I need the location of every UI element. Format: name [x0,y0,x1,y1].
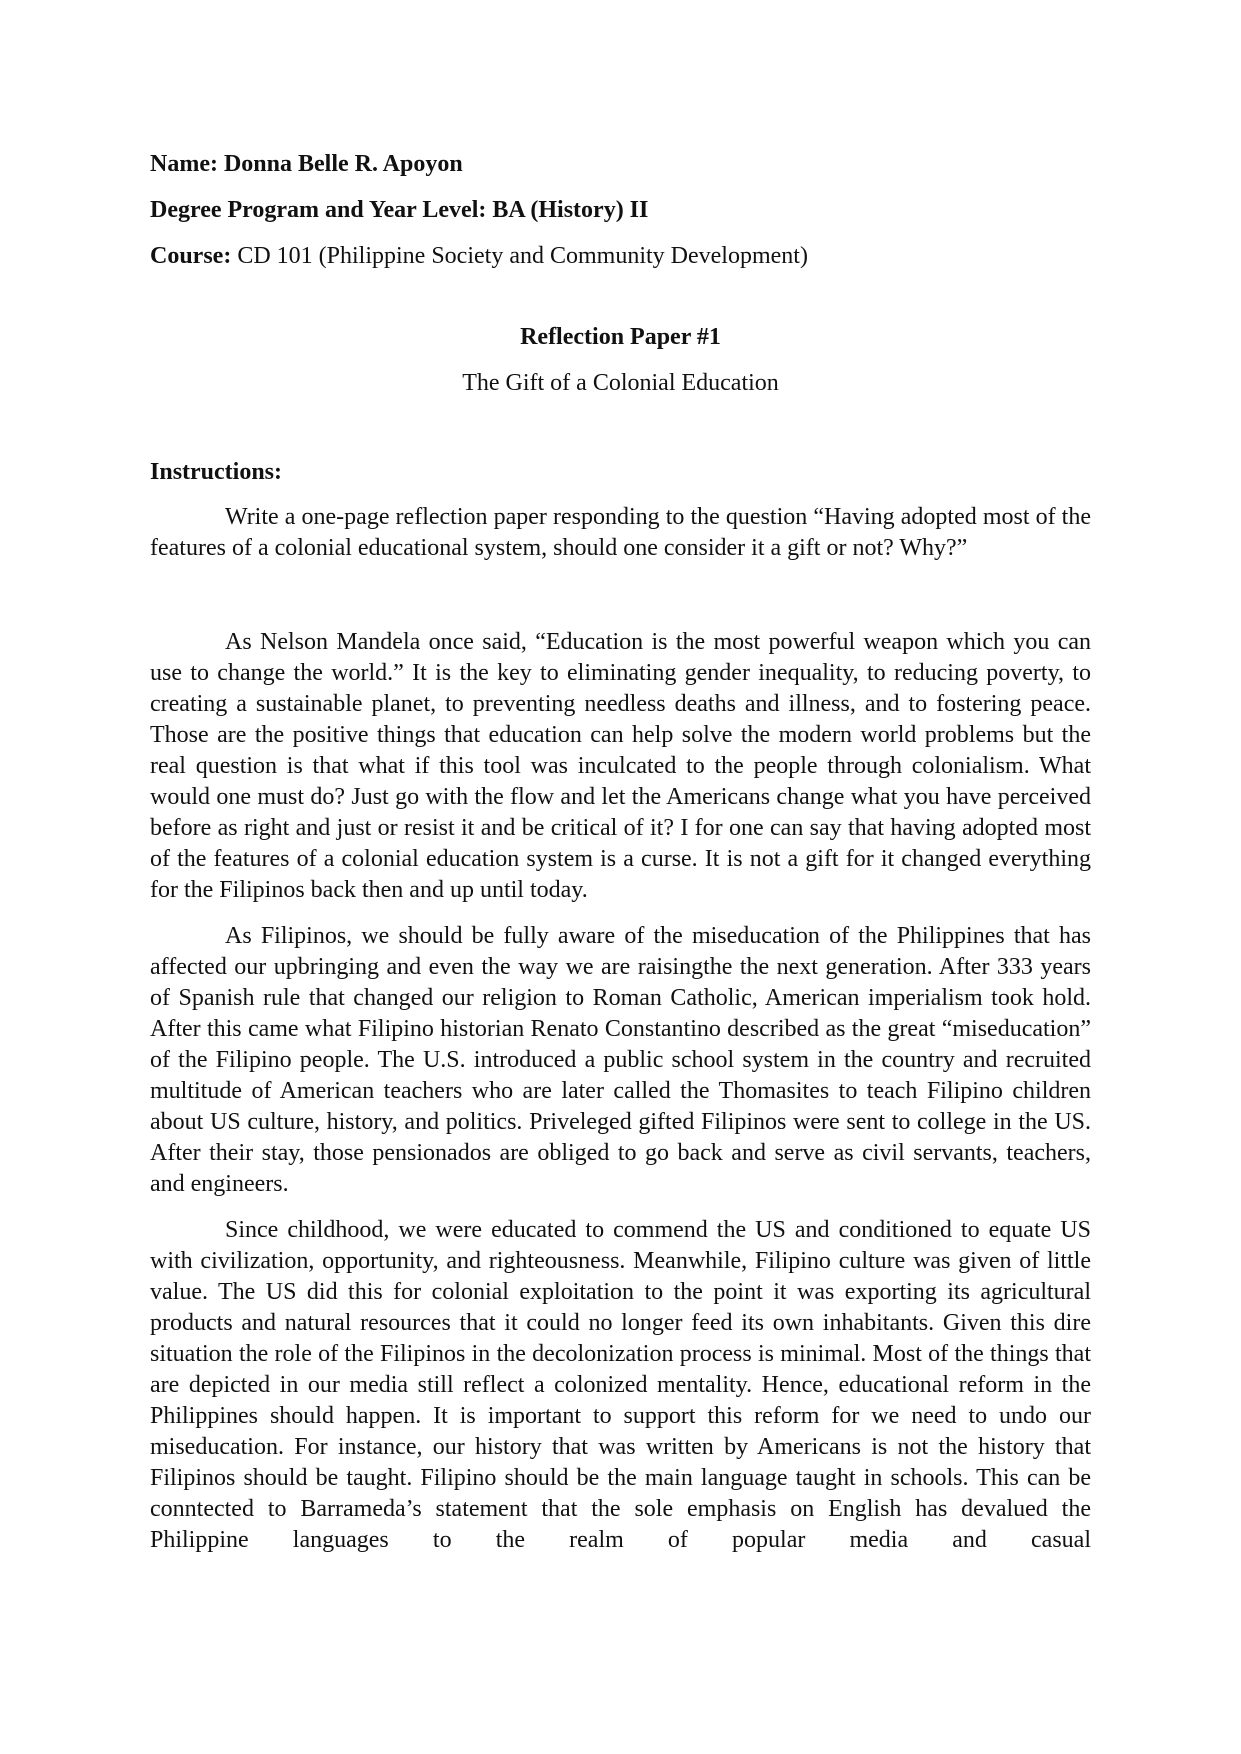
degree-program-line [150,195,1091,226]
degree-program-value: BA (History) II [492,197,649,223]
body-paragraph-1: As Nelson Mandela once said, “Education is the most powerful weapon which you can use to change the world.” It is the key to eliminating gender inequality, to reducing poverty, to creating a sustainable planet, to preventing needless deaths and illness, and to fostering peace. Those are the positive things that education can help solve the modern world problems but the real question is that what if this tool was inculcated to the people through colonialism. What would one must do? Just go with the flow and let the Americans change what you have perceived before as right and just or resist it and be critical of it? I for one can say that having adopted most of the features of a colonial education system is a curse. It is not a gift for it changed everything for the Filipinos back then and up until today. [150,629,1091,903]
course-value: CD 101 (Philippine Society and Community Development) [237,243,808,269]
body-paragraph-3: Since childhood, we were educated to commend the US and conditioned to equate US with civilization, opportunity, and righteousness. Meanwhile, Filipino culture was given of little value. The US did this for colonial exploitation to the point it was exporting its agricultural products and natural resources that it could no longer feed its own inhabitants. Given this dire situation the role of the Filipinos in the decolonization process is minimal. Most of the things that are depicted in our media still reflect a colonized mentality. Hence, educational reform in the Philippines should happen. It is important to support this reform for we need to undo our miseducation. For instance, our history that was written by Americans is not the history that Filipinos should be taught. Filipino should be the main language taught in schools. This can be conntected to Barrameda’s statement that the sole emphasis on English has devalued the Philippine languages to the realm of popular media and casual [150,1217,1091,1553]
paper-subtitle: The Gift of a Colonial Education [462,370,779,396]
student-name-value: Donna Belle R. Apoyon [223,151,463,177]
course-label: Course: [150,243,232,269]
title-block [150,322,1091,399]
document-content [150,149,1091,1556]
instructions-text: Write a one-page reflection paper responding to the question “Having adopted most of the features of a colonial educational system, should one consider it a gift or not? Why?” [150,504,1091,561]
course-line [150,241,1091,272]
degree-program-label: Degree Program and Year Level: [150,197,487,223]
instructions-heading: Instructions: [150,459,283,485]
student-name-line [150,149,1091,180]
paper-title: Reflection Paper #1 [520,324,721,350]
student-name-label: Name: [150,151,218,177]
body-paragraph-2: As Filipinos, we should be fully aware of the miseducation of the Philippines that has affected our upbringing and even the way we are raisingthe the next generation. After 333 years of Spanish rule that changed our religion to Roman Catholic, American imperialism took hold. After this came what Filipino historian Renato Constantino described as the great “miseducation” of the Filipino people. The U.S. introduced a public school system in the country and recruited multitude of American teachers who are later called the Thomasites to teach Filipino children about US culture, history, and politics. Priveleged gifted Filipinos were sent to college in the US. After their stay, those pensionados are obliged to go back and serve as civil servants, teachers, and engineers. [150,923,1091,1197]
